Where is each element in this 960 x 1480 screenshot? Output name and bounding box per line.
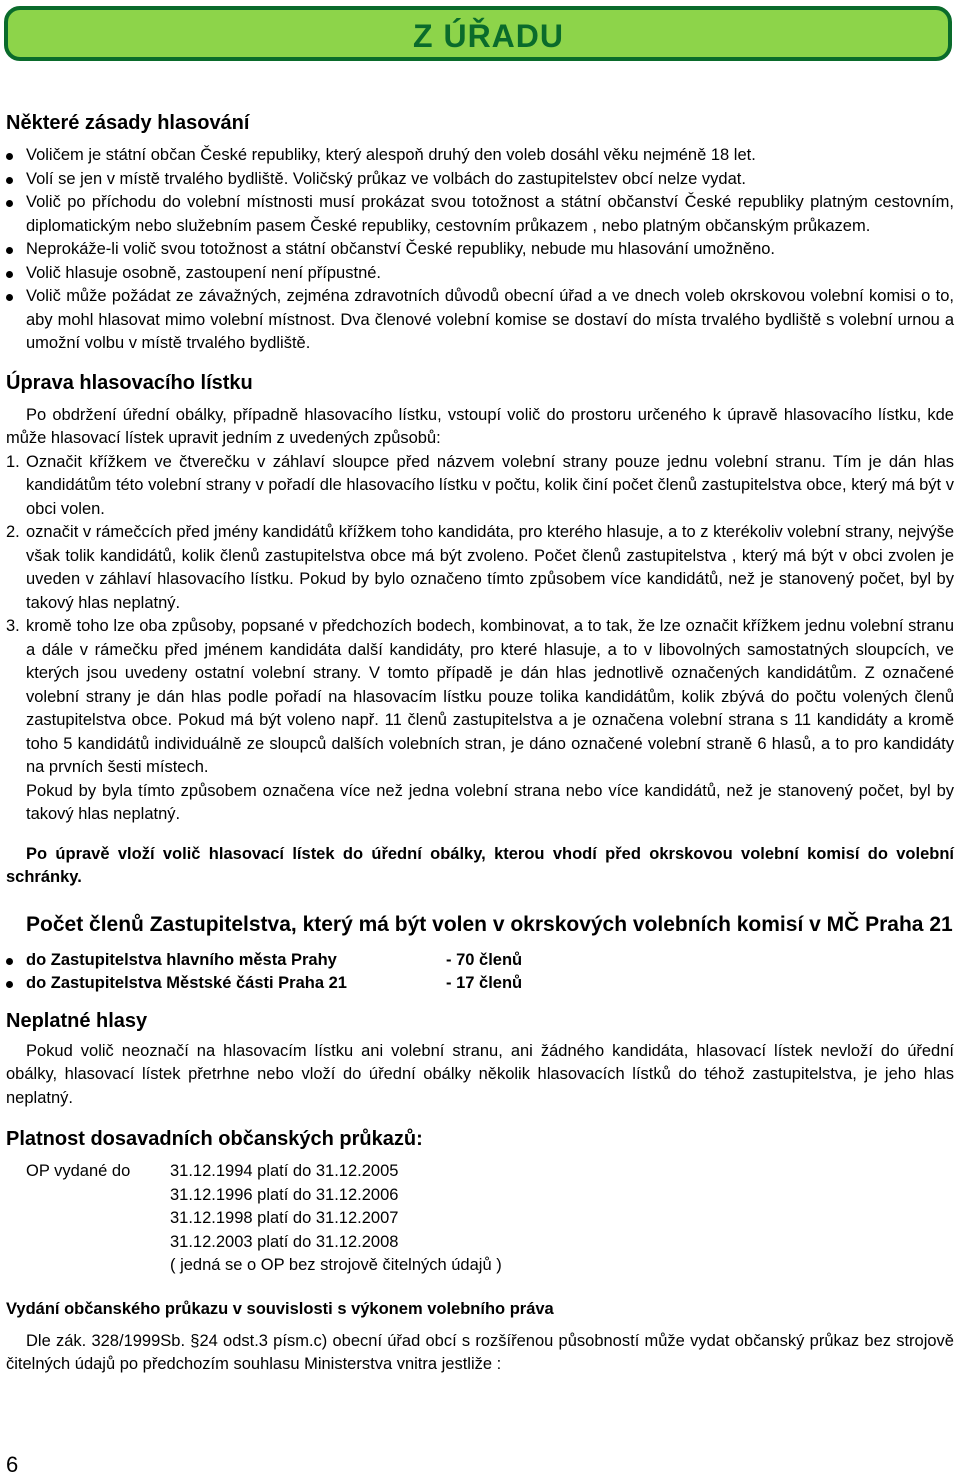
section-title-ballot-editing: Úprava hlasovacího lístku bbox=[6, 371, 253, 394]
list-item: do Zastupitelstva hlavního města Prahy - 70 členů bbox=[6, 949, 954, 973]
section-title-voting-rules: Některé zásady hlasování bbox=[6, 112, 250, 134]
header-banner bbox=[4, 6, 952, 61]
list-item: Volič hlasuje osobně, zastoupení není přípustné. bbox=[6, 262, 954, 286]
section-title-council-count: Počet členů Zastupitelstva, který má být volen v okrskových volebních komisí v MČ Praha 21 bbox=[26, 912, 953, 936]
page-number: 6 bbox=[6, 1452, 19, 1477]
bullet-icon bbox=[6, 958, 13, 965]
ballot-closing-note: Po úpravě vloží volič hlasovací lístek do úřední obálky, kterou vhodí před okrskovou volební komisí do volební schránky. bbox=[6, 844, 954, 886]
bullet-icon bbox=[6, 200, 13, 207]
section-title-invalid-votes: Neplatné hlasy bbox=[6, 1009, 148, 1032]
bullet-icon bbox=[6, 153, 13, 160]
bullet-icon bbox=[6, 271, 13, 278]
bullet-icon bbox=[6, 294, 13, 301]
invalid-votes-text: Pokud volič neoznačí na hlasovacím lístku ani volební stranu, ani žádného kandidáta, hlasovací lístek nevloží do úřední obálky, hlasovací lístek přetrhne nebo vloží do úřední obálky několik hlasovacích lístků do téhož zastupitelstva, je jeho hlas neplatný. bbox=[6, 1041, 954, 1107]
ballot-intro: Po obdržení úřední obálky, případně hlasovacího lístku, vstoupí volič do prostoru určeného k úpravě hlasovacího lístku, kde může hlasovací lístek upravit jedním z uvedených způsobů: bbox=[6, 405, 954, 447]
list-item: Voličem je státní občan České republiky, který alespoň druhý den voleb dosáhl věku nejméně 18 let. bbox=[6, 144, 954, 168]
table-row: 31.12.1996 platí do 31.12.2006 bbox=[170, 1185, 399, 1204]
article-body bbox=[6, 108, 954, 1377]
list-item: 3. kromě toho lze oba způsoby, popsané v předchozích bodech, kombinovat, a to tak, že lze označit křížkem jednu volební stranu a dále v rámečku před jménem kandidáta další kandidáty, pro které hlasuje, a to v libovolných samostatných sloupcích, ve kterých jsou uvedeny ostatní volební strany. V tomto případě je dán hlas jednotlivě označených kandidátům. Z označené volební strany je dán hlas podle pořadí na hlasovacím lístku pouze tolika kandidátům, kolik zbývá do počtu volených členů zastupitelstva obce. Pokud má být voleno např. 11 členů zastupitelstva a je označena volební strana s 11 kandidáty a kromě toho 5 kandidátů individuálně ze sloupců dalších volebních stran, je dáno označené volební straně 6 hlasů, a to pro kandidáty na prvních šesti místech. Pokud by byla tímto způsobem označena více než jedna volební strana nebo více kandidátů, než je stanovený počet, byl by takový hlas neplatný. bbox=[6, 617, 954, 823]
bullet-icon bbox=[6, 981, 13, 988]
section-title-id-issuance: Vydání občanského průkazu v souvislosti s výkonem volebního práva bbox=[6, 1299, 554, 1318]
table-row: 31.12.1998 platí do 31.12.2007 bbox=[170, 1209, 399, 1227]
table-row: OP vydané do 31.12.1994 platí do 31.12.2005 bbox=[26, 1162, 399, 1180]
list-item: Volič může požádat ze závažných, zejména zdravotních důvodů obecní úřad a ve dnech voleb okrskovou volební komisi o to, aby mohl hlasovat mimo volební místnost. Dva členové volební komise se dostaví do místa trvalého bydliště s volební urnou a umožní volbu v místě trvalého bydliště. bbox=[6, 285, 954, 356]
list-item: 2. označit v rámečcích před jmény kandidátů křížkem toho kandidáta, pro kterého hlasuje, a to z kterékoliv volební strany, nejvýše však tolik kandidátů, kolik členů zastupitelstva obce má být zvoleno. Počet členů zastupitelstva , který má být v obci zvolen je uveden v záhlaví hlasovacího lístku. Pokud by bylo označeno tímto způsobem více kandidátů, než je stanovený počet, byl by takový hlas neplatný. bbox=[6, 523, 954, 612]
list-item: do Zastupitelstva Městské části Praha 21 - 17 členů bbox=[6, 972, 954, 996]
bullet-icon bbox=[6, 177, 13, 184]
bullet-icon bbox=[6, 247, 13, 254]
banner-title: Z ÚŘADU bbox=[413, 18, 564, 54]
list-item: Volí se jen v místě trvalého bydliště. Voličský průkaz ve volbách do zastupitelstev obcí nelze vydat. bbox=[6, 168, 954, 192]
table-row: ( jedná se o OP bez strojově čitelných údajů ) bbox=[170, 1256, 502, 1274]
ballot-steps-list bbox=[6, 451, 954, 827]
list-item: 1. Označit křížkem ve čtverečku v záhlaví sloupce před názvem volební strany pouze jednu volební stranu. Tím je dán hlas kandidátům této volební strany v pořadí dle hlasovacího lístku v počtu, kolik činí počet členů zastupitelstva obce, který má být v obci volen. bbox=[6, 452, 954, 518]
voting-rules-list bbox=[6, 144, 954, 356]
list-item: Volič po příchodu do volební místnosti musí prokázat svou totožnost a státní občanství České republiky platným cestovním, diplomatickým nebo služebním pasem České republiky, cestovním průkazem , nebo platným občanským průkazem. bbox=[6, 191, 954, 238]
list-item: Neprokáže-li volič svou totožnost a státní občanství České republiky, nebude mu hlasování umožněno. bbox=[6, 238, 954, 262]
id-validity-table bbox=[26, 1160, 954, 1278]
council-count-list bbox=[6, 949, 954, 996]
id-issuance-text: Dle zák. 328/1999Sb. §24 odst.3 písm.c) obecní úřad obcí s rozšířenou působností může vydat občanský průkaz bez strojově čitelných údajů po předchozím souhlasu Ministerstva vnitra jestliže : bbox=[6, 1331, 954, 1373]
table-row: 31.12.2003 platí do 31.12.2008 bbox=[170, 1232, 399, 1251]
section-title-id-validity: Platnost dosavadních občanských průkazů: bbox=[6, 1128, 423, 1150]
